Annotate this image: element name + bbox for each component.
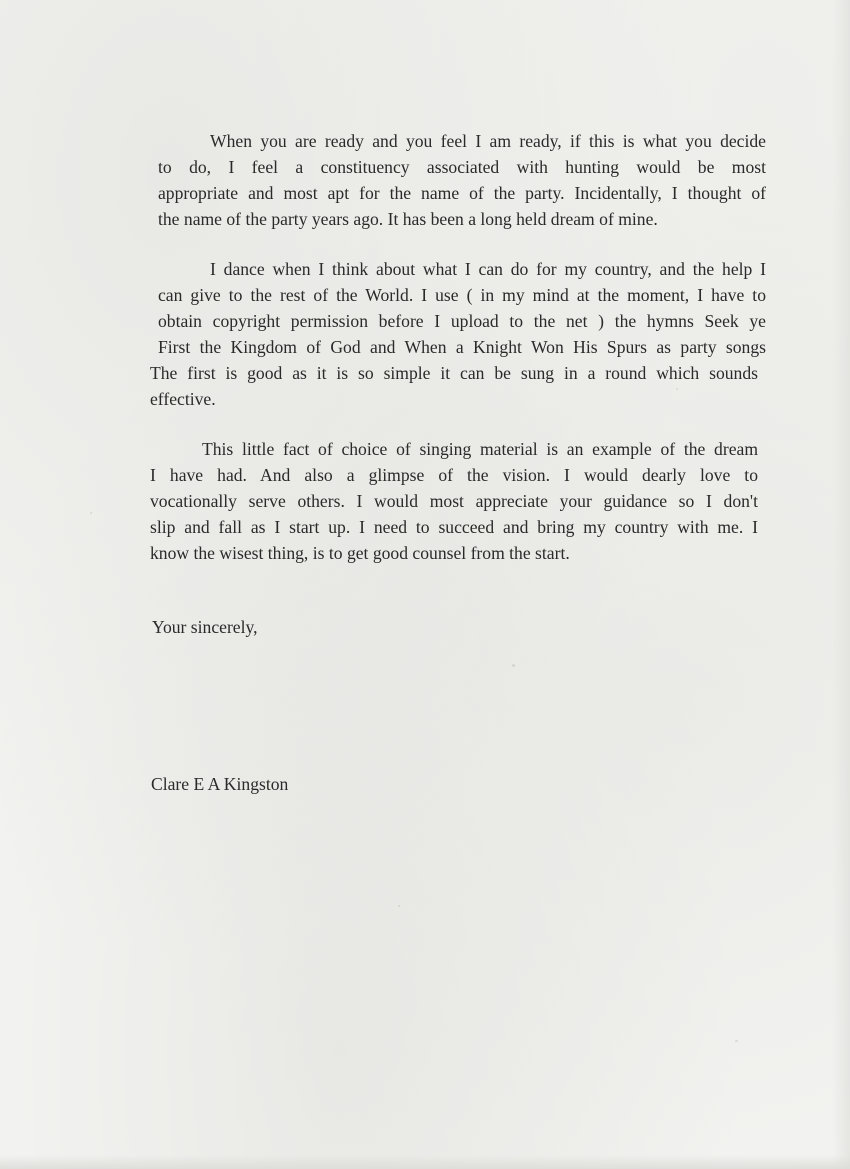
closing-salutation: Your sincerely,: [152, 617, 258, 637]
signature-name: Clare E A Kingston: [151, 774, 289, 794]
paragraph-line: vocationally serve others. I would most appreciate your guidance so I don't: [150, 491, 758, 511]
paragraph-line: the name of the party years ago. It has been a long held dream of mine.: [158, 209, 658, 229]
paragraph-line: This little fact of choice of singing material is an example of the dream: [202, 439, 758, 459]
paragraph-line: slip and fall as I start up. I need to succeed and bring my country with me. I: [150, 517, 758, 537]
paragraph-line: I have had. And also a glimpse of the vision. I would dearly love to: [150, 465, 758, 485]
scan-speck: [512, 664, 515, 667]
paragraph-line: know the wisest thing, is to get good counsel from the start.: [150, 543, 570, 563]
page-edge-shadow-right: [832, 0, 850, 1169]
paragraph-line: I dance when I think about what I can do for my country, and the help I: [210, 259, 766, 279]
page-edge-shadow-bottom: [0, 1155, 850, 1169]
paragraph-line: appropriate and most apt for the name of the party. Incidentally, I thought of: [158, 183, 766, 203]
paragraph-2-continued: [150, 360, 758, 412]
scan-speck: [735, 1040, 738, 1042]
paragraph-line: obtain copyright permission before I upload to the net ) the hymns Seek ye: [158, 311, 766, 331]
paragraph-line: When you are ready and you feel I am ready, if this is what you decide: [210, 131, 766, 151]
paragraph-2: [158, 256, 766, 360]
scan-speck: [398, 905, 400, 907]
paragraph-line: The first is good as it is so simple it can be sung in a round which sounds: [150, 363, 758, 383]
paragraph-line: can give to the rest of the World. I use ( in my mind at the moment, I have to: [158, 285, 766, 305]
paragraph-line: to do, I feel a constituency associated with hunting would be most: [158, 157, 766, 177]
paragraph-line: effective.: [150, 389, 216, 409]
paragraph-3: [150, 436, 758, 566]
scan-speck: [90, 512, 92, 514]
paragraph-1: [158, 128, 766, 232]
paragraph-line: First the Kingdom of God and When a Knight Won His Spurs as party songs: [158, 337, 766, 357]
